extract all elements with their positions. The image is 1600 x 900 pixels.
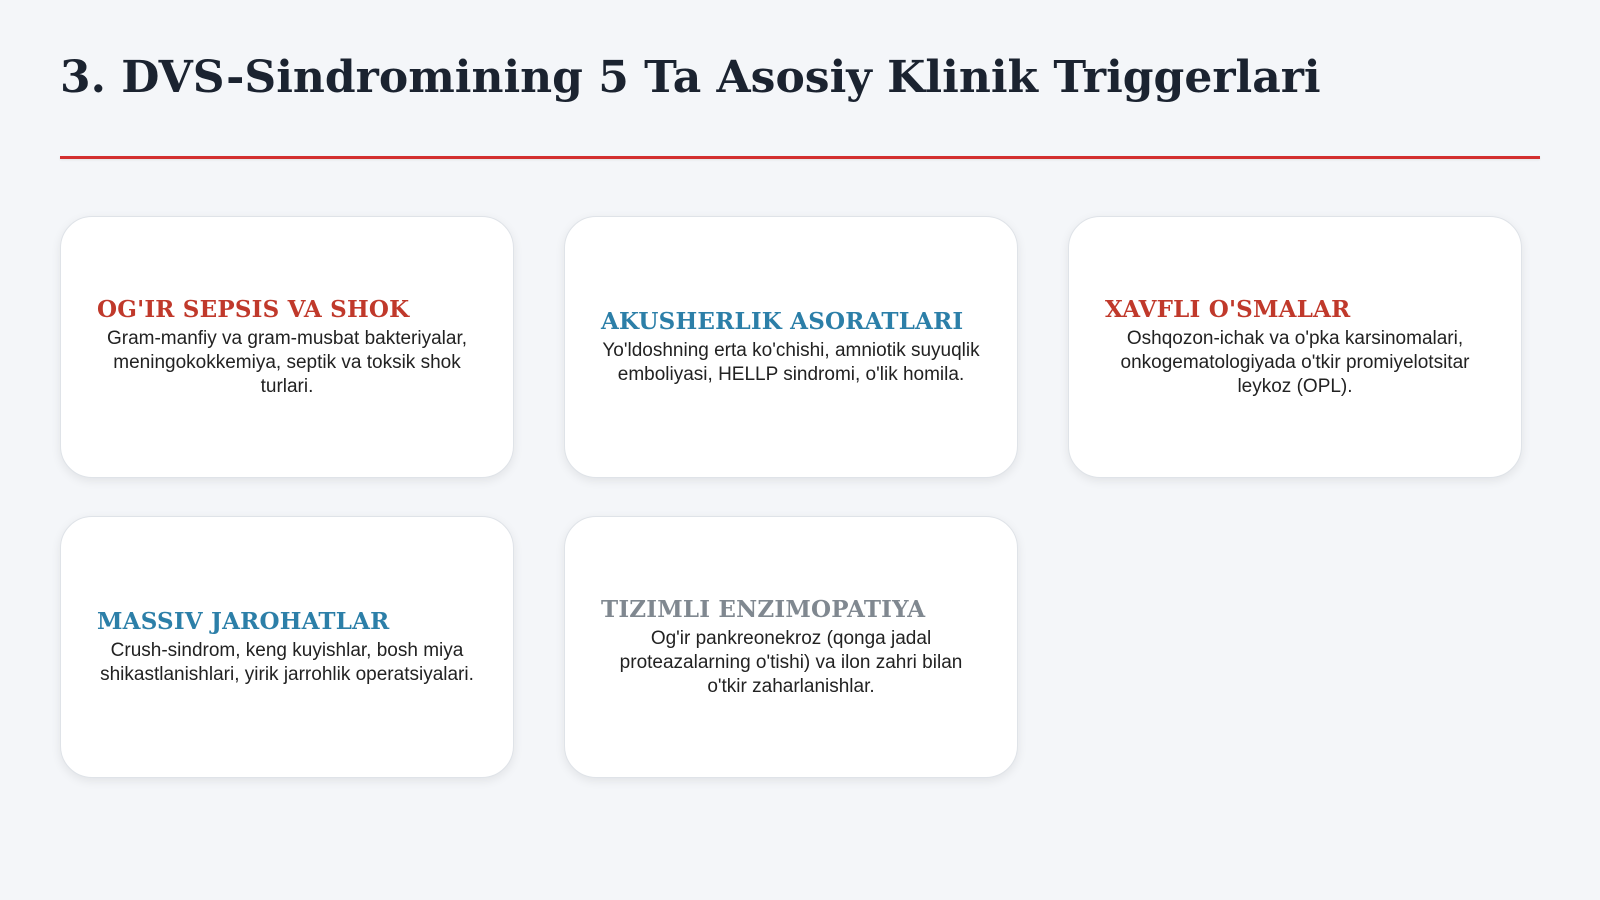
trigger-card-enzymopathy bbox=[564, 516, 1018, 778]
trigger-card-malignancy bbox=[1068, 216, 1522, 478]
card-title: OG'IR SEPSIS VA SHOK bbox=[97, 296, 410, 323]
card-description: Og'ir pankreonekroz (qonga jadal proteazalarning o'tishi) va ilon zahri bilan o'tkir zaharlanishlar. bbox=[619, 628, 963, 697]
card-title: AKUSHERLIK ASORATLARI bbox=[601, 308, 964, 335]
card-description: Oshqozon-ichak va o'pka karsinomalari, onkogematologiyada o'tkir promiyelotsitar leykoz (OPL). bbox=[1120, 328, 1470, 397]
card-title: XAVFLI O'SMALAR bbox=[1105, 296, 1351, 323]
card-description: Yo'ldoshning erta ko'chishi, amniotik suyuqlik emboliyasi, HELLP sindromi, o'lik homila. bbox=[602, 340, 980, 385]
card-description: Gram-manfiy va gram-musbat bakteriyalar, meningokokkemiya, septik va toksik shok turlari. bbox=[106, 328, 468, 397]
card-title: MASSIV JAROHATLAR bbox=[97, 608, 390, 635]
page-title: 3. DVS-Sindromining 5 Ta Asosiy Klinik Triggerlari bbox=[60, 52, 1321, 103]
trigger-card-obstetric bbox=[564, 216, 1018, 478]
trigger-card-sepsis bbox=[60, 216, 514, 478]
trigger-card-trauma bbox=[60, 516, 514, 778]
card-description: Crush-sindrom, keng kuyishlar, bosh miya shikastlanishlari, yirik jarrohlik operatsiyalari. bbox=[100, 640, 474, 685]
title-divider bbox=[60, 156, 1540, 159]
card-title: TIZIMLI ENZIMOPATIYA bbox=[601, 596, 926, 623]
